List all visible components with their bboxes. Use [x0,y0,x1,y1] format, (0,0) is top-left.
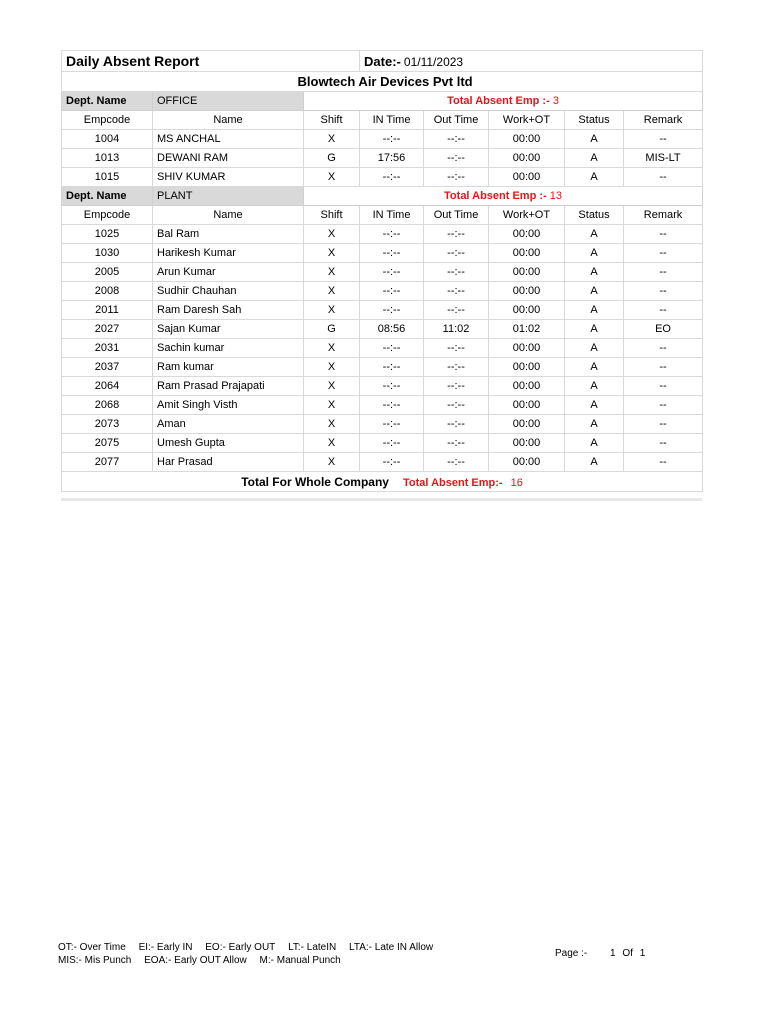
legend-lta: LTA:- Late IN Allow [349,942,434,953]
cell-name: Ram Daresh Sah [153,301,304,320]
column-header-empcode: Empcode [62,206,153,225]
column-header-row [62,206,703,225]
cell-in-time: --:-- [360,453,424,472]
cell-in-time: --:-- [360,415,424,434]
company-name [297,72,703,92]
cell-shift: X [304,168,360,187]
dept-name-label: Dept. Name [62,187,153,206]
report-title: Daily Absent Report [62,51,360,72]
report-date [360,51,703,72]
cell-empcode: 1030 [62,244,153,263]
report-bottom-shadow [61,498,702,501]
cell-out-time: --:-- [424,339,489,358]
cell-in-time: --:-- [360,377,424,396]
report-title-row [62,51,703,72]
cell-shift: X [304,377,360,396]
cell-status: A [565,415,624,434]
cell-in-time: --:-- [360,244,424,263]
cell-work-ot: 00:00 [489,396,565,415]
company-total-row [62,472,703,492]
column-header-name: Name [153,111,304,130]
cell-name: DEWANI RAM [153,149,304,168]
cell-empcode: 2008 [62,282,153,301]
cell-status: A [565,225,624,244]
cell-shift: X [304,225,360,244]
cell-name: Sudhir Chauhan [153,282,304,301]
legend-mis: MIS:- Mis Punch [58,955,132,966]
cell-out-time: --:-- [424,301,489,320]
cell-shift: X [304,339,360,358]
cell-name: Amit Singh Visth [153,396,304,415]
cell-in-time: --:-- [360,130,424,149]
dept-name: PLANT [153,187,304,206]
cell-out-time: 11:02 [424,320,489,339]
cell-remark: -- [624,130,703,149]
table-row [62,225,703,244]
cell-remark: -- [624,168,703,187]
cell-remark: -- [624,301,703,320]
cell-out-time: --:-- [424,263,489,282]
dept-header-row [62,92,703,111]
cell-work-ot: 01:02 [489,320,565,339]
cell-shift: X [304,434,360,453]
cell-shift: X [304,282,360,301]
cell-status: A [565,434,624,453]
cell-work-ot: 00:00 [489,415,565,434]
cell-name: Umesh Gupta [153,434,304,453]
cell-shift: X [304,396,360,415]
cell-name: MS ANCHAL [153,130,304,149]
cell-out-time: --:-- [424,396,489,415]
table-row [62,358,703,377]
dept-total-value: 13 [549,190,563,202]
absent-report-table [61,50,703,492]
cell-empcode: 1013 [62,149,153,168]
cell-empcode: 2073 [62,415,153,434]
cell-work-ot: 00:00 [489,263,565,282]
legend-ei: EI:- Early IN [138,942,193,953]
cell-empcode: 2031 [62,339,153,358]
cell-out-time: --:-- [424,130,489,149]
cell-status: A [565,396,624,415]
dept-total-absent [304,92,703,111]
company-total-label: Total For Whole Company [241,474,389,489]
table-row [62,130,703,149]
cell-work-ot: 00:00 [489,168,565,187]
cell-work-ot: 00:00 [489,225,565,244]
page-info [555,948,649,959]
cell-out-time: --:-- [424,168,489,187]
cell-remark: EO [624,320,703,339]
cell-remark: -- [624,339,703,358]
cell-remark: -- [624,434,703,453]
table-row [62,434,703,453]
cell-status: A [565,130,624,149]
column-header-status: Status [565,111,624,130]
dept-total-label: Total Absent Emp :- [444,190,547,202]
cell-in-time: --:-- [360,263,424,282]
cell-out-time: --:-- [424,149,489,168]
dept-total-label: Total Absent Emp :- [447,95,550,107]
page-label: Page :- [555,948,588,959]
cell-name: Harikesh Kumar [153,244,304,263]
cell-in-time: --:-- [360,225,424,244]
date-value: 01/11/2023 [403,54,464,69]
column-header-out-time: Out Time [424,206,489,225]
cell-remark: -- [624,358,703,377]
cell-remark: -- [624,377,703,396]
column-header-out-time: Out Time [424,111,489,130]
column-header-in-time: IN Time [360,206,424,225]
cell-work-ot: 00:00 [489,434,565,453]
cell-name: Sajan Kumar [153,320,304,339]
table-row [62,149,703,168]
cell-out-time: --:-- [424,377,489,396]
cell-shift: X [304,301,360,320]
company-name-text: Blowtech Air Devices Pvt ltd [297,74,473,89]
cell-empcode: 2011 [62,301,153,320]
table-row [62,168,703,187]
cell-status: A [565,301,624,320]
dept-header-row [62,187,703,206]
cell-name: Sachin kumar [153,339,304,358]
cell-shift: X [304,263,360,282]
cell-out-time: --:-- [424,282,489,301]
column-header-empcode: Empcode [62,111,153,130]
table-row [62,453,703,472]
column-header-remark: Remark [624,111,703,130]
cell-remark: MIS-LT [624,149,703,168]
cell-shift: X [304,415,360,434]
cell-remark: -- [624,225,703,244]
legend-eo: EO:- Early OUT [205,942,276,953]
column-header-remark: Remark [624,206,703,225]
cell-out-time: --:-- [424,434,489,453]
cell-shift: X [304,130,360,149]
cell-work-ot: 00:00 [489,244,565,263]
cell-work-ot: 00:00 [489,453,565,472]
column-header-row [62,111,703,130]
legend [58,941,443,967]
cell-status: A [565,320,624,339]
table-row [62,244,703,263]
cell-work-ot: 00:00 [489,377,565,396]
legend-line-2 [58,954,443,967]
cell-in-time: 17:56 [360,149,424,168]
cell-work-ot: 00:00 [489,282,565,301]
column-header-status: Status [565,206,624,225]
cell-in-time: --:-- [360,168,424,187]
column-header-shift: Shift [304,111,360,130]
cell-in-time: --:-- [360,282,424,301]
legend-m: M:- Manual Punch [259,955,341,966]
cell-status: A [565,168,624,187]
table-row [62,339,703,358]
cell-empcode: 2027 [62,320,153,339]
page-total: 1 [639,948,646,959]
cell-out-time: --:-- [424,453,489,472]
table-row [62,396,703,415]
column-header-in-time: IN Time [360,111,424,130]
column-header-work-ot: Work+OT [489,111,565,130]
cell-out-time: --:-- [424,244,489,263]
cell-empcode: 2077 [62,453,153,472]
cell-name: Har Prasad [153,453,304,472]
cell-remark: -- [624,396,703,415]
table-row [62,301,703,320]
dept-name: OFFICE [153,92,304,111]
cell-work-ot: 00:00 [489,339,565,358]
cell-work-ot: 00:00 [489,149,565,168]
column-header-work-ot: Work+OT [489,206,565,225]
company-row [62,72,703,92]
cell-work-ot: 00:00 [489,301,565,320]
cell-status: A [565,263,624,282]
cell-work-ot: 00:00 [489,130,565,149]
column-header-shift: Shift [304,206,360,225]
cell-remark: -- [624,453,703,472]
cell-remark: -- [624,415,703,434]
date-label: Date:- [364,53,401,69]
dept-name-label: Dept. Name [62,92,153,111]
cell-empcode: 2064 [62,377,153,396]
cell-shift: X [304,453,360,472]
cell-status: A [565,149,624,168]
legend-lt: LT:- LateIN [288,942,337,953]
cell-status: A [565,453,624,472]
cell-empcode: 2068 [62,396,153,415]
legend-line-1 [58,941,443,954]
company-total-absent-label: Total Absent Emp:- [402,476,503,489]
cell-in-time: --:-- [360,301,424,320]
table-row [62,320,703,339]
dept-total-absent [304,187,703,206]
cell-in-time: --:-- [360,339,424,358]
legend-eoa: EOA:- Early OUT Allow [144,955,247,966]
cell-empcode: 1025 [62,225,153,244]
cell-empcode: 1004 [62,130,153,149]
company-total [62,472,703,492]
cell-name: Arun Kumar [153,263,304,282]
cell-empcode: 1015 [62,168,153,187]
cell-status: A [565,244,624,263]
cell-name: Ram kumar [153,358,304,377]
table-row [62,377,703,396]
cell-remark: -- [624,244,703,263]
cell-status: A [565,282,624,301]
cell-shift: G [304,320,360,339]
cell-out-time: --:-- [424,415,489,434]
cell-shift: X [304,358,360,377]
cell-in-time: --:-- [360,396,424,415]
cell-remark: -- [624,282,703,301]
cell-shift: X [304,244,360,263]
cell-in-time: --:-- [360,358,424,377]
cell-name: Bal Ram [153,225,304,244]
table-row [62,263,703,282]
cell-in-time: 08:56 [360,320,424,339]
page-current: 1 [610,948,616,959]
page-of-label: Of [622,948,633,959]
cell-name: Ram Prasad Prajapati [153,377,304,396]
cell-name: SHIV KUMAR [153,168,304,187]
column-header-name: Name [153,206,304,225]
cell-out-time: --:-- [424,225,489,244]
cell-empcode: 2037 [62,358,153,377]
cell-out-time: --:-- [424,358,489,377]
company-total-absent-value: 16 [510,476,523,489]
cell-status: A [565,358,624,377]
cell-empcode: 2075 [62,434,153,453]
table-row [62,282,703,301]
cell-in-time: --:-- [360,434,424,453]
dept-total-value: 3 [552,95,559,107]
cell-shift: G [304,149,360,168]
cell-remark: -- [624,263,703,282]
table-row [62,415,703,434]
cell-status: A [565,339,624,358]
cell-name: Aman [153,415,304,434]
legend-ot: OT:- Over Time [58,942,126,953]
cell-empcode: 2005 [62,263,153,282]
cell-status: A [565,377,624,396]
cell-work-ot: 00:00 [489,358,565,377]
